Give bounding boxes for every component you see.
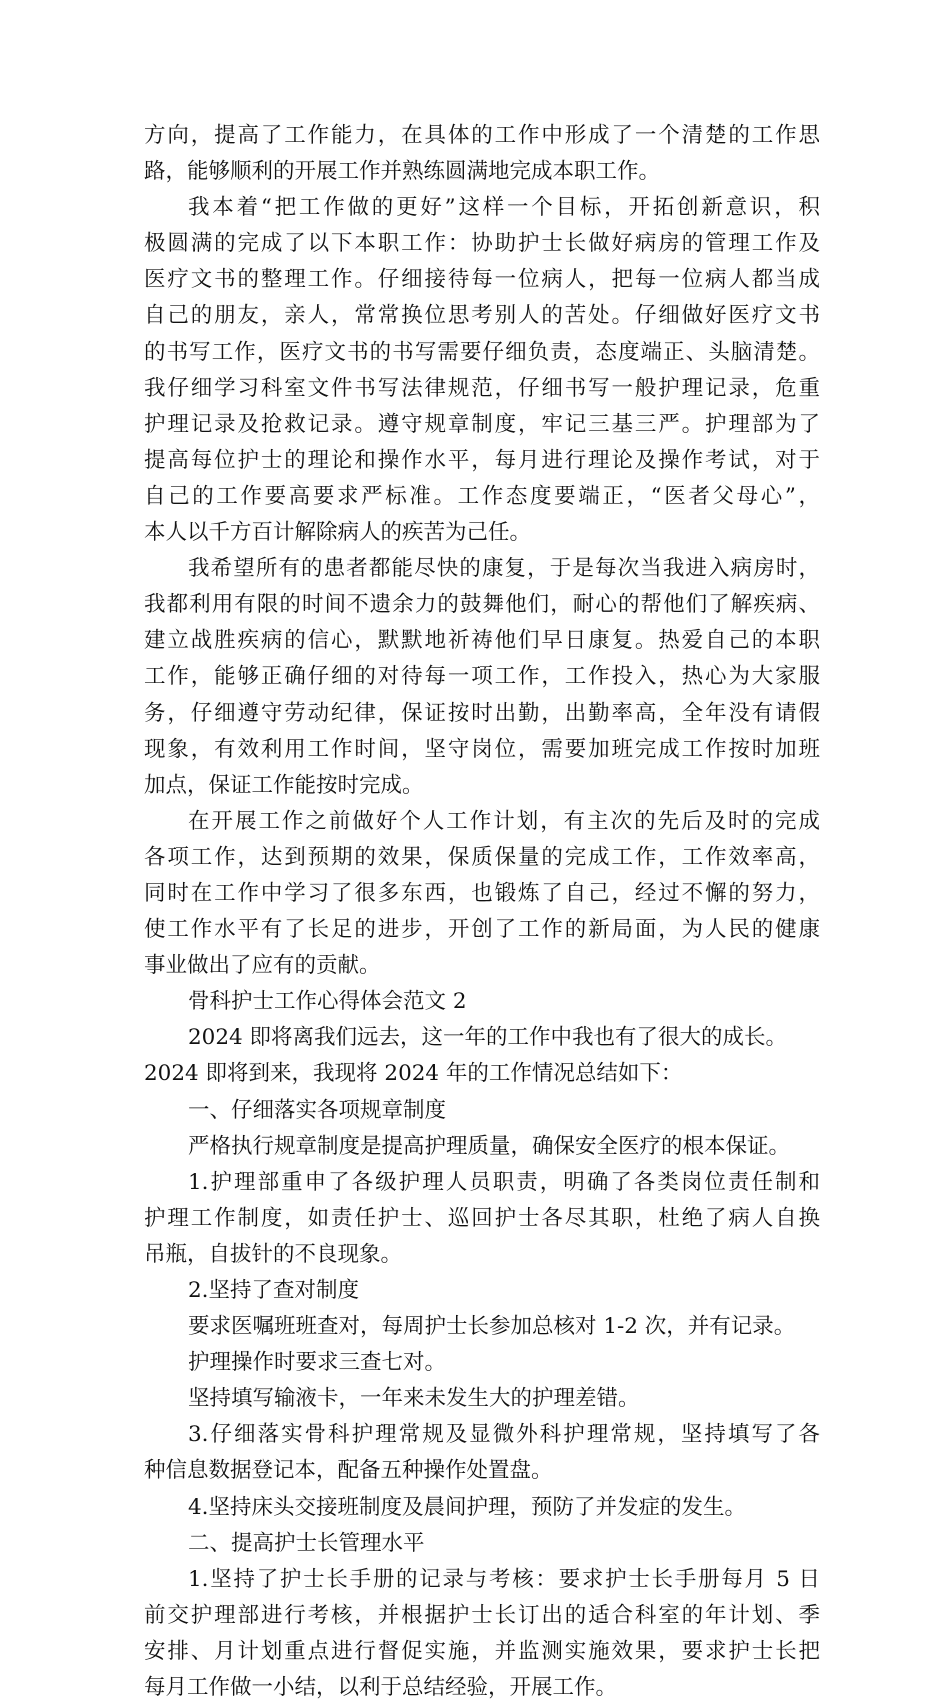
text-line: 自己的工作要高要求严标准。工作态度要端正，“医者父母心”， — [144, 483, 820, 509]
text-line: 事业做出了应有的贡献。 — [144, 953, 381, 979]
text-line: 使工作水平有了长足的进步，开创了工作的新局面，为人民的健康 — [144, 917, 820, 943]
text-line: 种信息数据登记本，配备五种操作处置盘。 — [144, 1458, 553, 1484]
text-line: 加点，保证工作能按时完成。 — [144, 772, 424, 798]
text-line: 同时在工作中学习了很多东西，也锻炼了自己，经过不懈的努力， — [144, 880, 820, 906]
text-line: 建立战胜疾病的信心，默默地祈祷他们早日康复。热爱自己的本职 — [144, 628, 820, 654]
text-line: 护理记录及抢救记录。遵守规章制度，牢记三基三严。护理部为了 — [144, 411, 820, 437]
text-line: 我本着“把工作做的更好”这样一个目标，开拓创新意识，积 — [188, 195, 820, 221]
text-line: 本人以千方百计解除病人的疾苦为己任。 — [144, 520, 532, 546]
text-line: 我都利用有限的时间不遗余力的鼓舞他们，耐心的帮他们了解疾病、 — [144, 592, 820, 618]
text-line: 1.坚持了护士长手册的记录与考核：要求护士长手册每月 5 日 — [188, 1566, 820, 1592]
text-line: 现象，有效利用工作时间，坚守岗位，需要加班完成工作按时加班 — [144, 736, 820, 762]
text-line: 工作，能够正确仔细的对待每一项工作，工作投入，热心为大家服 — [144, 664, 820, 690]
text-line: 护理操作时要求三查七对。 — [188, 1350, 447, 1376]
text-line: 每月工作做一小结，以利于总结经验，开展工作。 — [144, 1675, 618, 1701]
text-line: 医疗文书的整理工作。仔细接待每一位病人，把每一位病人都当成 — [144, 267, 820, 293]
document-page — [144, 118, 820, 1706]
text-line: 的书写工作，医疗文书的书写需要仔细负责，态度端正、头脑清楚。 — [144, 339, 820, 365]
text-line: 极圆满的完成了以下本职工作：协助护士长做好病房的管理工作及 — [144, 231, 820, 257]
text-line: 前交护理部进行考核，并根据护士长订出的适合科室的年计划、季 — [144, 1602, 820, 1628]
text-line: 2.坚持了查对制度 — [188, 1278, 360, 1303]
text-line: 我仔细学习科室文件书写法律规范，仔细书写一般护理记录，危重 — [144, 375, 820, 401]
text-line: 严格执行规章制度是提高护理质量，确保安全医疗的根本保证。 — [188, 1133, 791, 1159]
text-line: 3.仔细落实骨科护理常规及显微外科护理常规，坚持填写了各 — [188, 1422, 820, 1448]
text-line: 在开展工作之前做好个人工作计划，有主次的先后及时的完成 — [188, 808, 820, 834]
text-line: 各项工作，达到预期的效果，保质保量的完成工作，工作效率高， — [144, 844, 820, 870]
text-line: 4.坚持床头交接班制度及晨间护理，预防了并发症的发生。 — [188, 1494, 747, 1520]
section-heading: 二、提高护士长管理水平 — [188, 1530, 425, 1556]
text-line: 2024 即将离我们远去，这一年的工作中我也有了很大的成长。 — [188, 1025, 788, 1051]
text-line: 自己的朋友，亲人，常常换位思考别人的苦处。仔细做好医疗文书 — [144, 303, 820, 329]
text-line: 务，仔细遵守劳动纪律，保证按时出勤，出勤率高，全年没有请假 — [144, 700, 820, 726]
text-line: 方向，提高了工作能力，在具体的工作中形成了一个清楚的工作思 — [144, 123, 820, 148]
text-line: 1.护理部重申了各级护理人员职责，明确了各类岗位责任制和 — [188, 1169, 820, 1195]
section-heading: 一、仔细落实各项规章制度 — [188, 1097, 447, 1123]
text-line: 吊瓶，自拔针的不良现象。 — [144, 1241, 403, 1267]
text-line: 护理工作制度，如责任护士、巡回护士各尽其职，杜绝了病人自换 — [144, 1205, 820, 1231]
text-line: 路，能够顺利的开展工作并熟练圆满地完成本职工作。 — [144, 159, 661, 185]
text-line: 2024 即将到来，我现将 2024 年的工作情况总结如下： — [144, 1061, 683, 1087]
text-line: 提高每位护士的理论和操作水平，每月进行理论及操作考试，对于 — [144, 447, 820, 473]
text-line: 坚持填写输液卡，一年来未发生大的护理差错。 — [188, 1386, 640, 1412]
text-line: 我希望所有的患者都能尽快的康复，于是每次当我进入病房时， — [188, 556, 820, 582]
section-heading: 骨科护士工作心得体会范文 2 — [188, 989, 467, 1015]
text-line: 要求医嘱班班查对，每周护士长参加总核对 1-2 次，并有记录。 — [188, 1314, 796, 1340]
text-line: 安排、月计划重点进行督促实施，并监测实施效果，要求护士长把 — [144, 1638, 820, 1664]
